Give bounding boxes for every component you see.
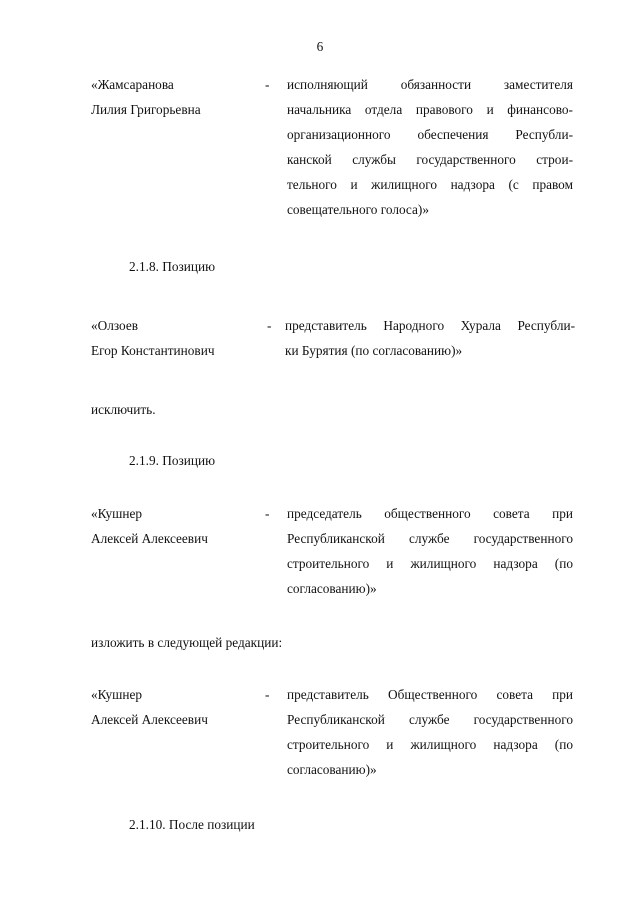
- description-line: организационного обеспечения Республи-: [287, 127, 573, 142]
- description-line: начальника отдела правового и финансово-: [287, 102, 573, 117]
- dash-separator: -: [265, 77, 270, 92]
- description-line: согласованию)»: [287, 581, 377, 596]
- member-name: [91, 313, 256, 363]
- exclude-text: исключить.: [91, 402, 156, 417]
- member-name: [91, 501, 256, 551]
- paragraph-2-1-9: 2.1.9. Позицию: [129, 453, 216, 468]
- member-given-names: Егор Константинович: [91, 343, 215, 358]
- member-description: [287, 72, 573, 222]
- description-line: Республиканской службе государственного: [287, 531, 573, 546]
- member-given-names: Лилия Григорьевна: [91, 102, 201, 117]
- member-surname: «Олзоев: [91, 318, 139, 333]
- member-name: [91, 72, 256, 122]
- member-given-names: Алексей Алексеевич: [91, 712, 208, 727]
- dash-separator: -: [265, 687, 270, 702]
- dash-separator: -: [267, 318, 272, 333]
- description-line: исполняющий обязанности заместителя: [287, 77, 573, 92]
- paragraph-2-1-10: 2.1.10. После позиции: [129, 817, 255, 832]
- member-surname: «Кушнер: [91, 506, 143, 521]
- restate-text: изложить в следующей редакции:: [91, 635, 283, 650]
- member-description: [287, 501, 573, 601]
- description-line: канской службы государственного строи-: [287, 152, 573, 167]
- paragraph-2-1-8: 2.1.8. Позицию: [129, 259, 216, 274]
- description-line: ки Бурятия (по согласованию)»: [285, 343, 463, 358]
- member-given-names: Алексей Алексеевич: [91, 531, 208, 546]
- description-line: представитель Общественного совета при: [287, 687, 573, 702]
- description-line: согласованию)»: [287, 762, 377, 777]
- description-line: тельного и жилищного надзора (с правом: [287, 177, 573, 192]
- description-line: представитель Народного Хурала Республи-: [285, 318, 575, 333]
- description-line: Республиканской службе государственного: [287, 712, 573, 727]
- member-description: [285, 313, 575, 363]
- member-surname: «Жамсаранова: [91, 77, 174, 92]
- member-surname: «Кушнер: [91, 687, 143, 702]
- description-line: совещательного голоса)»: [287, 202, 429, 217]
- page-number: 6: [316, 39, 324, 54]
- description-line: строительного и жилищного надзора (по: [287, 556, 573, 571]
- description-line: строительного и жилищного надзора (по: [287, 737, 573, 752]
- member-description: [287, 682, 573, 782]
- description-line: председатель общественного совета при: [287, 506, 573, 521]
- member-name: [91, 682, 256, 732]
- dash-separator: -: [265, 506, 270, 521]
